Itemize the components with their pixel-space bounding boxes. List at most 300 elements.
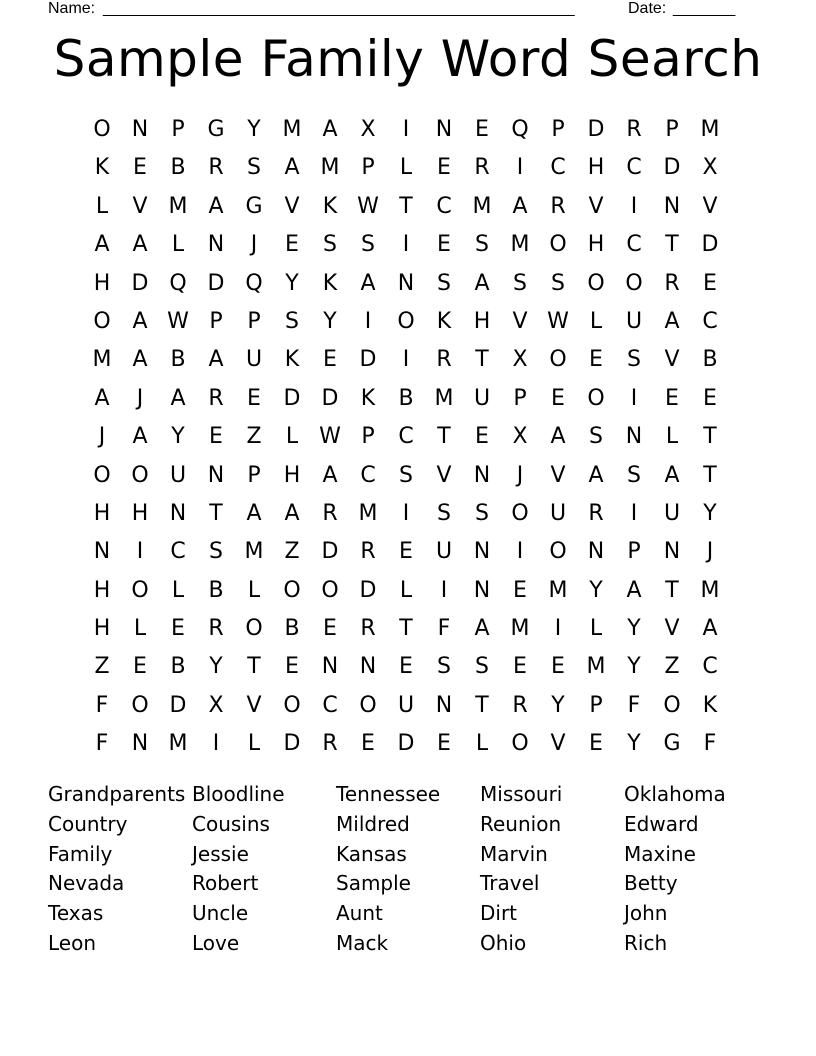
- word-list-column: [48, 780, 192, 959]
- grid-letter: P: [209, 308, 223, 334]
- grid-letter: Y: [703, 500, 717, 526]
- grid-letter: I: [440, 577, 448, 603]
- grid-letter: O: [93, 308, 111, 334]
- grid-letter: W: [167, 308, 189, 334]
- grid-letter: T: [703, 462, 717, 488]
- grid-letter: F: [95, 731, 109, 757]
- grid-letter: S: [475, 500, 489, 526]
- grid-letter: L: [171, 577, 185, 603]
- grid-letter: S: [323, 232, 337, 258]
- grid-letter: A: [94, 232, 110, 258]
- grid-letter: S: [513, 270, 527, 296]
- word-list-column: [480, 780, 624, 959]
- grid-letter: X: [702, 155, 718, 181]
- grid-letter: C: [550, 155, 566, 181]
- grid-row: [83, 418, 729, 456]
- grid-letter: O: [549, 539, 567, 565]
- word-list-column: [624, 780, 768, 959]
- grid-letter: A: [512, 193, 528, 219]
- grid-letter: W: [357, 193, 379, 219]
- grid-letter: A: [132, 347, 148, 373]
- word-list-item: Country: [48, 811, 128, 836]
- grid-letter: A: [360, 270, 376, 296]
- grid-letter: A: [588, 462, 604, 488]
- grid-letter: N: [207, 462, 225, 488]
- grid-letter: C: [322, 692, 338, 718]
- grid-letter: I: [630, 193, 638, 219]
- grid-letter: E: [133, 155, 147, 181]
- grid-letter: O: [245, 616, 263, 642]
- word-list-item: Jessie: [192, 841, 249, 866]
- grid-letter: V: [550, 462, 566, 488]
- grid-letter: T: [399, 616, 413, 642]
- grid-row: [83, 341, 729, 379]
- grid-letter: X: [208, 692, 224, 718]
- grid-letter: M: [282, 117, 302, 142]
- grid-letter: O: [549, 232, 567, 258]
- grid-letter: O: [321, 577, 339, 603]
- grid-letter: I: [516, 539, 524, 565]
- grid-letter: O: [397, 308, 415, 334]
- grid-row: [83, 572, 729, 610]
- page-title: Sample Family Word Search: [53, 30, 763, 88]
- grid-letter: P: [171, 117, 185, 142]
- grid-letter: M: [472, 193, 492, 219]
- grid-letter: E: [589, 731, 603, 757]
- grid-letter: B: [170, 654, 186, 680]
- grid-letter: S: [627, 462, 641, 488]
- word-list-item: Nevada: [48, 871, 125, 896]
- grid-letter: N: [587, 539, 605, 565]
- word-list-item: Travel: [480, 871, 540, 896]
- grid-letter: U: [549, 500, 567, 526]
- grid-letter: I: [364, 308, 372, 334]
- grid-letter: A: [132, 232, 148, 258]
- grid-letter: P: [361, 155, 375, 181]
- grid-letter: A: [474, 270, 490, 296]
- grid-letter: D: [283, 385, 301, 411]
- grid-letter: R: [512, 692, 528, 718]
- grid-letter: H: [283, 462, 301, 488]
- grid-letter: X: [512, 347, 528, 373]
- word-list-item: Mack: [336, 930, 389, 955]
- grid-letter: R: [208, 155, 224, 181]
- grid-letter: E: [475, 424, 489, 450]
- grid-letter: Z: [284, 539, 300, 565]
- date-field-blank: _______: [673, 0, 736, 17]
- grid-letter: E: [323, 347, 337, 373]
- grid-letter: R: [626, 117, 642, 142]
- grid-letter: V: [246, 692, 262, 718]
- grid-row: [83, 188, 729, 226]
- grid-letter: T: [703, 424, 717, 450]
- grid-letter: R: [436, 347, 452, 373]
- word-list-item: Family: [48, 841, 113, 866]
- grid-letter: O: [283, 577, 301, 603]
- grid-letter: M: [358, 500, 378, 526]
- grid-letter: B: [398, 385, 414, 411]
- grid-letter: M: [700, 117, 720, 142]
- grid-row: [83, 610, 729, 648]
- word-list-item: Edward: [624, 811, 699, 836]
- grid-letter: O: [549, 347, 567, 373]
- grid-letter: Y: [627, 731, 641, 757]
- grid-letter: A: [550, 424, 566, 450]
- word-list-item: Love: [192, 930, 240, 955]
- grid-letter: C: [702, 654, 718, 680]
- grid-letter: T: [475, 692, 489, 718]
- grid-letter: M: [510, 616, 530, 642]
- grid-letter: U: [435, 539, 453, 565]
- grid-letter: G: [207, 117, 225, 142]
- grid-letter: U: [625, 308, 643, 334]
- grid-letter: I: [630, 385, 638, 411]
- grid-letter: I: [516, 155, 524, 181]
- grid-letter: N: [131, 117, 149, 142]
- grid-row: [83, 687, 729, 725]
- grid-letter: E: [703, 270, 717, 296]
- grid-letter: O: [511, 500, 529, 526]
- grid-letter: S: [437, 500, 451, 526]
- grid-letter: K: [284, 347, 300, 373]
- grid-letter: S: [209, 539, 223, 565]
- grid-letter: E: [437, 155, 451, 181]
- grid-letter: T: [247, 654, 261, 680]
- grid-letter: E: [551, 654, 565, 680]
- grid-letter: G: [663, 731, 681, 757]
- grid-letter: R: [322, 500, 338, 526]
- grid-letter: D: [131, 270, 149, 296]
- header: [48, 0, 748, 20]
- grid-letter: D: [359, 577, 377, 603]
- grid-letter: Y: [247, 117, 261, 142]
- grid-letter: C: [702, 308, 718, 334]
- grid-letter: V: [132, 193, 148, 219]
- grid-letter: H: [587, 155, 605, 181]
- grid-letter: U: [169, 462, 187, 488]
- grid-letter: O: [359, 692, 377, 718]
- grid-letter: S: [589, 424, 603, 450]
- letter-grid: [83, 111, 729, 764]
- grid-letter: Y: [171, 424, 185, 450]
- grid-letter: L: [133, 616, 147, 642]
- grid-row: [83, 226, 729, 264]
- grid-letter: C: [170, 539, 186, 565]
- word-list-item: Tennessee: [336, 782, 441, 806]
- grid-letter: P: [627, 539, 641, 565]
- grid-letter: S: [399, 462, 413, 488]
- grid-letter: J: [250, 232, 258, 258]
- grid-row: [83, 380, 729, 418]
- grid-row: [83, 495, 729, 533]
- grid-letter: H: [93, 500, 111, 526]
- grid-letter: H: [587, 232, 605, 258]
- grid-letter: A: [284, 500, 300, 526]
- grid-letter: E: [247, 385, 261, 411]
- word-list-item: Reunion: [480, 811, 562, 836]
- grid-letter: U: [473, 385, 491, 411]
- grid-letter: T: [399, 193, 413, 219]
- word-list-column: [336, 780, 480, 959]
- grid-letter: E: [209, 424, 223, 450]
- grid-letter: W: [547, 308, 569, 334]
- word-list-item: Cousins: [192, 811, 270, 836]
- grid-letter: L: [399, 577, 413, 603]
- grid-letter: V: [702, 193, 718, 219]
- grid-letter: N: [321, 654, 339, 680]
- grid-letter: A: [208, 347, 224, 373]
- grid-letter: N: [663, 539, 681, 565]
- grid-letter: N: [473, 577, 491, 603]
- grid-letter: A: [94, 385, 110, 411]
- grid-row: [83, 265, 729, 303]
- grid-letter: D: [359, 347, 377, 373]
- grid-letter: E: [703, 385, 717, 411]
- grid-letter: O: [131, 462, 149, 488]
- grid-letter: B: [208, 577, 224, 603]
- grid-letter: F: [95, 692, 109, 718]
- grid-letter: E: [665, 385, 679, 411]
- grid-letter: D: [701, 232, 719, 258]
- grid-letter: V: [664, 347, 680, 373]
- word-list-item: Dirt: [480, 901, 518, 926]
- grid-letter: J: [516, 462, 524, 488]
- grid-letter: P: [665, 117, 679, 142]
- grid-letter: A: [132, 308, 148, 334]
- name-label: Name:: [48, 0, 96, 17]
- grid-letter: V: [664, 616, 680, 642]
- grid-letter: I: [402, 117, 410, 142]
- grid-letter: I: [402, 232, 410, 258]
- grid-letter: S: [285, 308, 299, 334]
- word-list-item: Marvin: [480, 841, 548, 866]
- word-list-column: [192, 780, 336, 959]
- grid-letter: D: [587, 117, 605, 142]
- grid-letter: Y: [209, 654, 223, 680]
- word-list-item: Sample: [336, 871, 411, 896]
- grid-letter: A: [322, 462, 338, 488]
- grid-letter: K: [360, 385, 376, 411]
- grid-letter: E: [437, 232, 451, 258]
- grid-letter: Y: [589, 577, 603, 603]
- grid-letter: K: [94, 155, 110, 181]
- grid-letter: M: [548, 577, 568, 603]
- grid-letter: A: [626, 577, 642, 603]
- grid-letter: C: [436, 193, 452, 219]
- grid-row: [83, 303, 729, 341]
- grid-letter: Z: [664, 654, 680, 680]
- grid-letter: R: [360, 539, 376, 565]
- grid-letter: L: [399, 155, 413, 181]
- grid-letter: D: [283, 731, 301, 757]
- grid-letter: R: [360, 616, 376, 642]
- grid-letter: O: [131, 692, 149, 718]
- grid-letter: D: [321, 385, 339, 411]
- grid-letter: D: [397, 731, 415, 757]
- grid-letter: U: [245, 347, 263, 373]
- grid-letter: X: [360, 117, 376, 142]
- grid-letter: E: [513, 654, 527, 680]
- grid-letter: R: [474, 155, 490, 181]
- grid-letter: I: [136, 539, 144, 565]
- grid-letter: N: [435, 117, 453, 142]
- word-list-item: Maxine: [624, 841, 696, 866]
- grid-letter: Y: [627, 616, 641, 642]
- grid-letter: D: [663, 155, 681, 181]
- grid-letter: O: [625, 270, 643, 296]
- grid-letter: S: [361, 232, 375, 258]
- grid-letter: N: [473, 462, 491, 488]
- grid-letter: H: [93, 270, 111, 296]
- grid-letter: O: [93, 462, 111, 488]
- grid-letter: S: [437, 654, 451, 680]
- grid-letter: K: [702, 692, 718, 718]
- grid-letter: Y: [285, 270, 299, 296]
- grid-letter: L: [665, 424, 679, 450]
- grid-letter: R: [208, 385, 224, 411]
- grid-letter: P: [589, 692, 603, 718]
- grid-letter: A: [208, 193, 224, 219]
- grid-letter: M: [320, 155, 340, 181]
- grid-letter: V: [550, 731, 566, 757]
- grid-letter: I: [554, 616, 562, 642]
- grid-letter: A: [664, 308, 680, 334]
- grid-letter: E: [171, 616, 185, 642]
- grid-letter: N: [625, 424, 643, 450]
- grid-letter: Y: [627, 654, 641, 680]
- grid-letter: H: [93, 616, 111, 642]
- grid-letter: I: [402, 347, 410, 373]
- grid-row: [83, 533, 729, 571]
- grid-letter: L: [475, 731, 489, 757]
- word-list-item: Kansas: [336, 841, 407, 866]
- grid-letter: F: [627, 692, 641, 718]
- grid-letter: O: [511, 731, 529, 757]
- grid-letter: D: [169, 692, 187, 718]
- grid-letter: Y: [323, 308, 337, 334]
- word-list-item: Oklahoma: [624, 782, 726, 806]
- grid-letter: S: [551, 270, 565, 296]
- grid-letter: E: [285, 232, 299, 258]
- word-list-item: Mildred: [336, 811, 410, 836]
- grid-letter: K: [322, 193, 338, 219]
- grid-letter: B: [170, 155, 186, 181]
- grid-row: [83, 111, 729, 149]
- grid-letter: N: [435, 692, 453, 718]
- grid-letter: Q: [169, 270, 187, 296]
- grid-letter: C: [626, 155, 642, 181]
- grid-letter: E: [399, 654, 413, 680]
- grid-letter: M: [586, 654, 606, 680]
- grid-letter: P: [247, 462, 261, 488]
- grid-row: [83, 149, 729, 187]
- grid-letter: S: [475, 654, 489, 680]
- grid-letter: H: [473, 308, 491, 334]
- grid-letter: Y: [551, 692, 565, 718]
- grid-letter: N: [397, 270, 415, 296]
- grid-letter: T: [665, 577, 679, 603]
- grid-letter: I: [630, 500, 638, 526]
- grid-letter: A: [132, 424, 148, 450]
- grid-letter: K: [436, 308, 452, 334]
- grid-letter: V: [284, 193, 300, 219]
- word-list: [48, 780, 768, 959]
- grid-letter: D: [207, 270, 225, 296]
- grid-letter: R: [208, 616, 224, 642]
- grid-letter: V: [588, 193, 604, 219]
- grid-letter: H: [93, 577, 111, 603]
- word-list-item: Grandparents: [48, 782, 186, 806]
- grid-letter: A: [170, 385, 186, 411]
- grid-letter: B: [284, 616, 300, 642]
- grid-letter: J: [136, 385, 144, 411]
- grid-letter: Q: [245, 270, 263, 296]
- grid-letter: A: [474, 616, 490, 642]
- grid-letter: C: [626, 232, 642, 258]
- grid-letter: O: [663, 692, 681, 718]
- word-list-item: Robert: [192, 871, 259, 896]
- grid-letter: M: [510, 232, 530, 258]
- grid-letter: J: [706, 539, 714, 565]
- grid-letter: S: [247, 155, 261, 181]
- grid-letter: V: [512, 308, 528, 334]
- grid-letter: N: [663, 193, 681, 219]
- grid-letter: A: [664, 462, 680, 488]
- grid-letter: O: [131, 577, 149, 603]
- grid-letter: P: [551, 117, 565, 142]
- word-list-item: John: [624, 901, 668, 926]
- grid-letter: R: [322, 731, 338, 757]
- grid-letter: L: [171, 232, 185, 258]
- grid-letter: X: [512, 424, 528, 450]
- grid-letter: W: [319, 424, 341, 450]
- grid-letter: E: [513, 577, 527, 603]
- grid-letter: J: [98, 424, 106, 450]
- grid-row: [83, 457, 729, 495]
- grid-letter: A: [702, 616, 718, 642]
- grid-letter: I: [402, 500, 410, 526]
- grid-letter: T: [665, 232, 679, 258]
- word-list-item: Uncle: [192, 901, 249, 926]
- grid-letter: M: [168, 731, 188, 757]
- grid-letter: C: [360, 462, 376, 488]
- word-list-item: Bloodline: [192, 782, 285, 806]
- grid-letter: V: [436, 462, 452, 488]
- grid-letter: F: [703, 731, 717, 757]
- grid-letter: E: [399, 539, 413, 565]
- grid-letter: N: [473, 539, 491, 565]
- word-list-item: Texas: [48, 901, 104, 926]
- grid-letter: P: [247, 308, 261, 334]
- grid-letter: E: [361, 731, 375, 757]
- grid-row: [83, 648, 729, 686]
- grid-letter: Q: [511, 117, 529, 142]
- grid-letter: H: [131, 500, 149, 526]
- grid-letter: M: [244, 539, 264, 565]
- grid-letter: R: [550, 193, 566, 219]
- grid-letter: K: [322, 270, 338, 296]
- grid-letter: L: [95, 193, 109, 219]
- grid-letter: N: [93, 539, 111, 565]
- grid-letter: I: [212, 731, 220, 757]
- grid-letter: S: [437, 270, 451, 296]
- grid-letter: N: [207, 232, 225, 258]
- grid-letter: T: [209, 500, 223, 526]
- grid-letter: O: [587, 385, 605, 411]
- word-list-item: Ohio: [480, 930, 527, 955]
- word-list-item: Rich: [624, 930, 668, 955]
- grid-letter: Z: [246, 424, 262, 450]
